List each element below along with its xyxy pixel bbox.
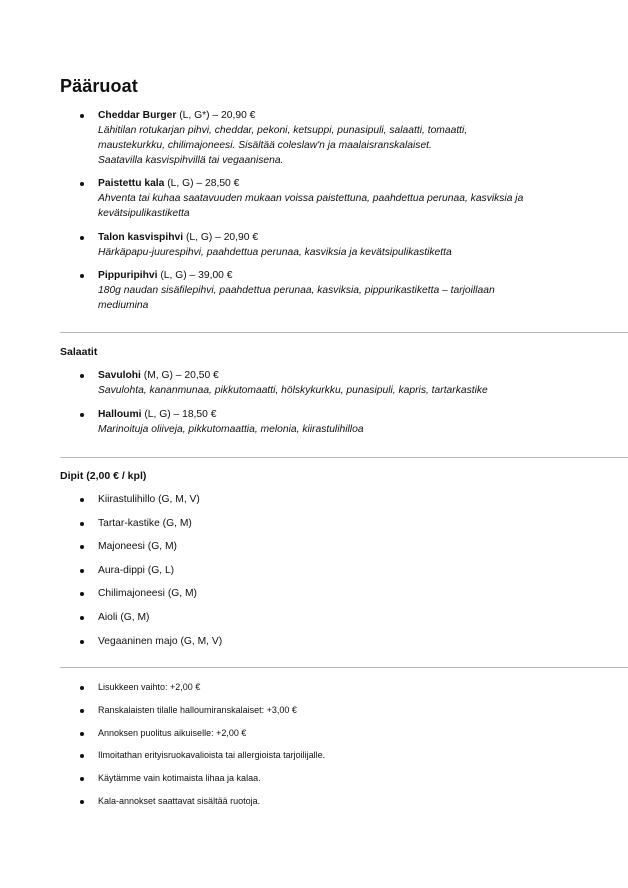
note-item: Ranskalaisten tilalle halloumiranskalaiset: +3,00 € [60,704,580,727]
description-line: Ahventa tai kuhaa saatavuuden mukaan voissa paistettuna, paahdettua perunaa, kasviksia ja [98,193,524,204]
description-line: Härkäpapu-juurespihvi, paahdettua perunaa, kasviksia ja kevätsipulikastiketta [98,247,452,258]
notes-list [60,681,580,818]
main-courses-list [60,108,580,314]
note-item: Annoksen puolitus aikuiselle: +2,00 € [60,727,580,750]
note-item: Ilmoitathan erityisruokavalioista tai allergioista tarjoilijalle. [60,749,580,772]
dish-description [98,422,580,437]
dish-details: (L, G*) – 20,90 € [176,110,256,121]
dish-description [98,123,580,168]
dip-item: Chilimajoneesi (G, M) [60,586,580,610]
menu-item [60,176,580,230]
dip-item: Majoneesi (G, M) [60,539,580,563]
dish-details: (L, G) – 28,50 € [164,178,240,189]
description-line: Lähitilan rotukarjan pihvi, cheddar, pekoni, ketsuppi, punasipuli, salaatti, tomaatti, [98,125,468,136]
section-title-dips: Dipit (2,00 € / kpl) [60,470,147,482]
section-divider [60,457,628,458]
dish-name: Halloumi [98,409,142,420]
menu-item [60,230,580,268]
dish-details: (L, G) – 18,50 € [141,409,217,420]
description-line: Savulohta, kananmunaa, pikkutomaatti, hölskykurkku, punasipuli, kapris, tartarkastike [98,385,488,396]
section-divider [60,667,628,668]
dish-description [98,283,580,313]
salads-list [60,368,580,447]
description-line: Saatavilla kasvispihvillä tai vegaanisena. [98,155,284,166]
note-item: Kala-annokset saattavat sisältää ruotoja. [60,795,580,818]
description-line: Marinoituja oliiveja, pikkutomaattia, melonia, kiirastulihilloa [98,424,364,435]
description-line: maustekurkku, chilimajoneesi. Sisältää coleslaw'n ja maalaisranskalaiset. [98,140,432,151]
section-divider [60,332,628,333]
dish-description [98,383,580,398]
page-title: Pääruoat [60,76,138,96]
menu-item [60,407,580,447]
description-line: mediumina [98,300,149,311]
dish-name: Cheddar Burger [98,110,177,121]
description-line: kevätsipulikastiketta [98,208,190,219]
dish-description [98,191,580,221]
note-item: Lisukkeen vaihto: +2,00 € [60,681,580,704]
dish-name: Savulohi [98,370,141,381]
dish-name: Pippuripihvi [98,270,158,281]
dish-name: Paistettu kala [98,178,165,189]
dish-details: (L, G) – 39,00 € [157,270,233,281]
dip-item: Aura-dippi (G, L) [60,563,580,587]
menu-item [60,368,580,407]
dips-list [60,492,580,657]
dip-item: Aioli (G, M) [60,610,580,634]
dip-item: Kiirastulihillo (G, M, V) [60,492,580,516]
menu-item [60,108,580,176]
dip-item: Vegaaninen majo (G, M, V) [60,634,580,658]
note-item: Käytämme vain kotimaista lihaa ja kalaa. [60,772,580,795]
dish-details: (L, G) – 20,90 € [183,232,259,243]
dip-item: Tartar-kastike (G, M) [60,516,580,540]
description-line: 180g naudan sisäfilepihvi, paahdettua perunaa, kasviksia, pippurikastiketta – tarjoillaan [98,285,495,296]
dish-description [98,245,580,260]
dish-name: Talon kasvispihvi [98,232,184,243]
dish-details: (M, G) – 20,50 € [140,370,219,381]
menu-item [60,268,580,314]
section-title-salads: Salaatit [60,346,98,358]
